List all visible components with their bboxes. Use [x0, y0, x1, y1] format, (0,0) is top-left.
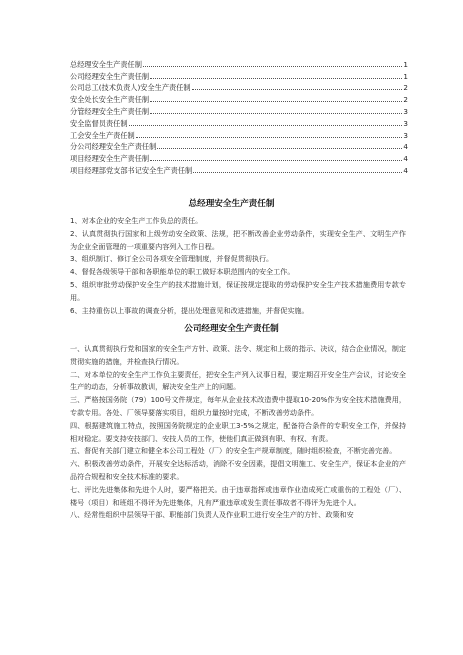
toc-entry[interactable]: [70, 81, 408, 93]
paragraph: 五、督促有关部门建立和健全本公司工程处（厂）的安全生产规章制度，随时组织检查，不断完善完善。: [70, 446, 397, 456]
toc-entry[interactable]: [70, 69, 408, 81]
paragraph: 6、主持重伤以上事故的调查分析，提出处理意见和改进措施，并督促实施。: [70, 305, 309, 315]
toc-entry-title: 公司总工(技术负责人)安全生产责任制: [70, 83, 191, 93]
toc-leader-dots: [150, 101, 402, 102]
toc-entry[interactable]: [70, 163, 408, 175]
toc-entry[interactable]: [70, 116, 408, 128]
paragraph: 一、认真贯彻执行党和国家的安全生产方针、政策、法令、规定和上级的指示、决议，结合企业情况，制定贯彻实施的措施，并检查执行情况。: [70, 344, 406, 366]
toc-entry-page: 4: [403, 142, 408, 152]
paragraph: 3、组织制订、修订全公司各项安全管理制度，并督促贯彻执行。: [70, 254, 274, 264]
toc-leader-dots: [193, 172, 402, 173]
section-body-2: [70, 343, 406, 522]
toc-entry-title: 项目经理安全生产责任制: [70, 154, 150, 164]
toc-leader-dots: [136, 137, 403, 138]
toc-leader-dots: [192, 89, 403, 90]
paragraph: 四、根据建筑施工特点，按照国务院规定的企业职工3-5%之规定，配备符合条件的专职安全工作，并保持相对稳定。要支持安技部门、安技人员的工作，使他们真正做到有职、有权、有责。: [70, 420, 406, 443]
section-heading-1: 总经理安全生产责任制: [188, 199, 275, 209]
section-body-1: [70, 215, 406, 317]
paragraph: 1、对本企业的安全生产工作负总的责任。: [70, 216, 203, 225]
toc-entry-title: 分公司经理安全生产责任制: [70, 142, 157, 152]
paragraph: 六、积极改善劳动条件，开展安全达标活动，消除不安全因素，提倡文明施工、安全生产，保证本企业的产品符合规程和安全技术标准的要求。: [70, 459, 406, 481]
paragraph: 八、经常性组织中层领导干部、职能部门负责人及作业职工进行安全生产的方针、政策和安: [70, 510, 354, 520]
toc-entry[interactable]: [70, 92, 408, 104]
toc-leader-dots: [150, 78, 402, 79]
paragraph: 二、对本单位的安全生产工作负主要责任，把安全生产列入议事日程，要定期召开安全生产会议，讨论安全生产的动态，分析事故教训，解决安全生产上的问题。: [70, 369, 406, 392]
toc-entry[interactable]: [70, 151, 408, 163]
toc-entry-page: 1: [403, 59, 408, 69]
toc-leader-dots: [129, 125, 403, 126]
toc-entry-page: 2: [403, 83, 408, 93]
toc-leader-dots: [150, 160, 402, 161]
paragraph: 三、严格按国务院（79）100号文件规定，每年从企业技术改造费中提取10-20%作为安全技术措施费用，专款专用。各处、厂领导要落实项目，组织力量按时完成，不断改善劳动条件。: [70, 395, 406, 417]
toc-entry-title: 安全处长安全生产责任制: [70, 95, 150, 105]
paragraph: 2、认真贯彻执行国家和上级劳动安全政策、法规，把不断改善企业劳动条件，实现安全生产、文明生产作为企业全面管理的一项重要内容列入工作日程。: [70, 228, 406, 251]
toc-entry-title: 公司经理安全生产责任制: [70, 71, 150, 81]
table-of-contents: [70, 57, 408, 175]
toc-entry-page: 3: [403, 118, 408, 128]
toc-entry-page: 2: [403, 95, 408, 105]
toc-entry[interactable]: [70, 128, 408, 140]
toc-entry-title: 安全监督员责任制: [70, 118, 128, 128]
paragraph: 4、督促各级领导干部和各职能单位的职工做好本职范围内的安全工作。: [70, 267, 295, 277]
toc-entry-page: 3: [403, 106, 408, 116]
toc-entry-title: 项目经理部党支部书记安全生产责任制: [70, 165, 193, 175]
toc-entry-page: 1: [403, 71, 408, 81]
toc-entry-page: 4: [403, 154, 408, 164]
paragraph: 七、评比先进集体和先进个人时，要严格把关。由于违章指挥或违章作业造成死亡或重伤的工程处（厂）、楼号（项目）和班组不得评为先进集体，凡有严重违章或发生责任事故者不得评为先进个人。: [70, 484, 406, 507]
toc-entry-title: 分管经理安全生产责任制: [70, 106, 150, 116]
toc-entry[interactable]: [70, 57, 408, 69]
toc-leader-dots: [157, 148, 402, 149]
paragraph: 5、组织审批劳动保护安全生产的技术措施计划，保证按规定提取的劳动保护安全生产技术措施费用专款专用。: [70, 279, 406, 302]
toc-entry[interactable]: [70, 140, 408, 152]
toc-entry-title: 总经理安全生产责任制: [70, 59, 142, 69]
toc-entry-page: 3: [403, 130, 408, 140]
toc-leader-dots: [143, 66, 403, 67]
toc-leader-dots: [150, 113, 402, 114]
toc-entry-title: 工会安全生产责任制: [70, 130, 135, 140]
toc-entry[interactable]: [70, 104, 408, 116]
toc-entry-page: 4: [403, 165, 408, 175]
section-heading-2: 公司经理安全生产责任制: [184, 324, 279, 334]
